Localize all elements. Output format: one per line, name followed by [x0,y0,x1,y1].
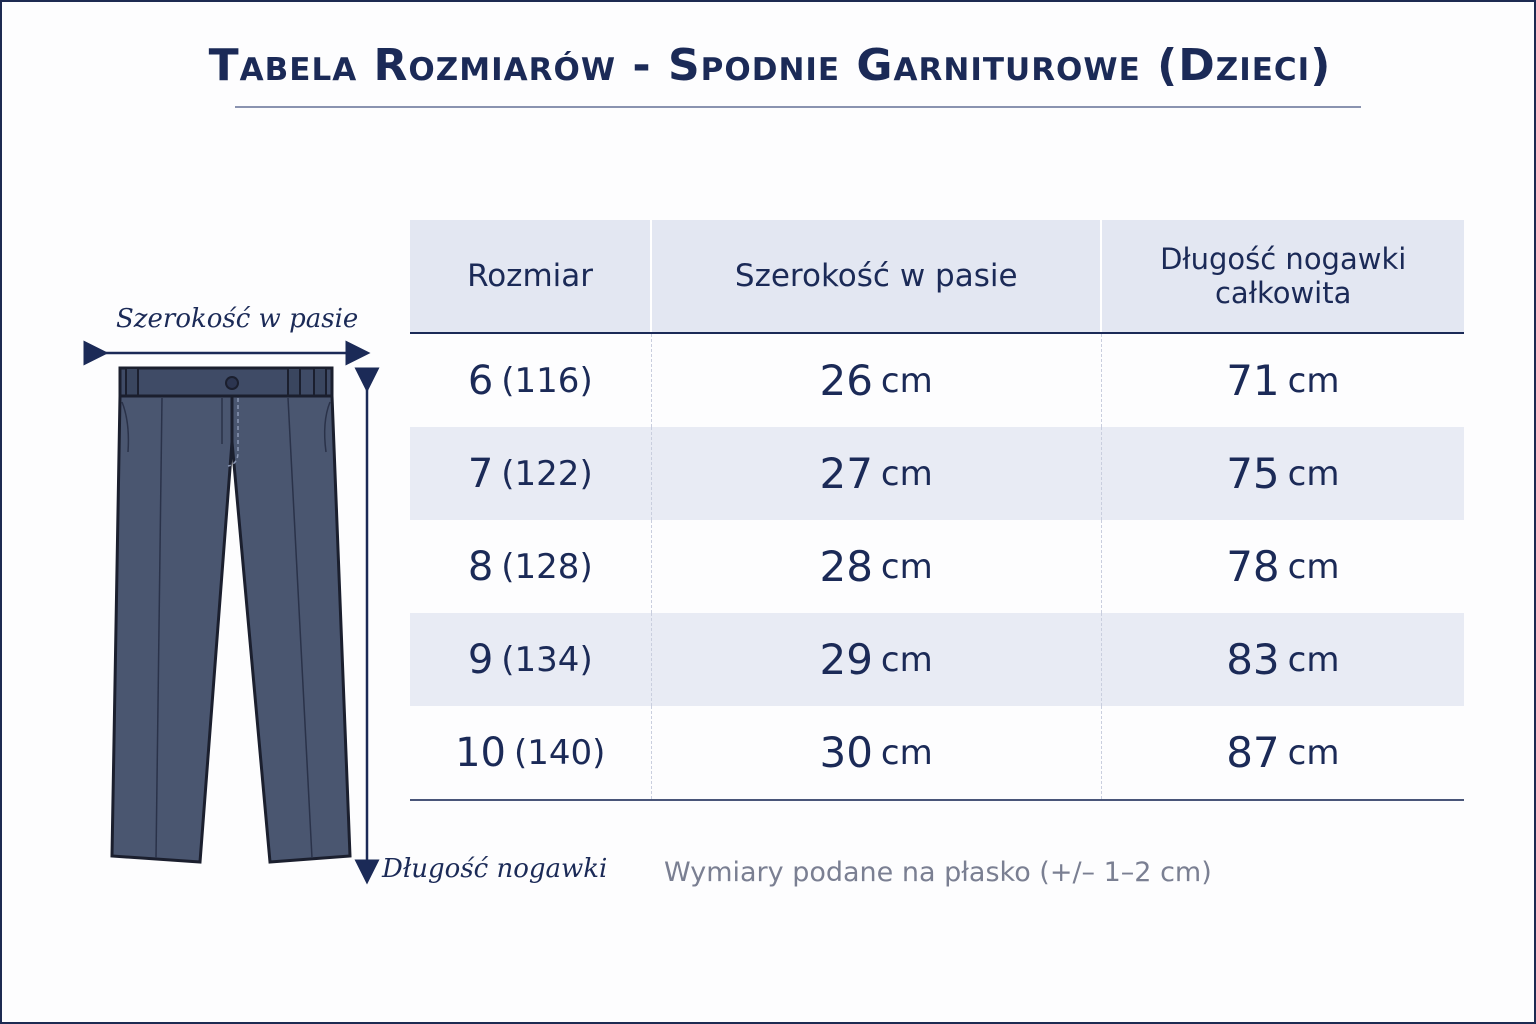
unit: cm [880,360,933,401]
waist-value: 30 [819,728,873,777]
size-height: (140) [514,732,606,773]
unit: cm [880,546,933,587]
unit: cm [1287,360,1340,401]
length-cell [1101,520,1464,613]
pants-left-leg [112,396,232,862]
table-row [410,613,1464,706]
size-cell [410,613,651,706]
size-height: (134) [501,639,593,680]
length-value: 87 [1226,728,1280,777]
length-value: 71 [1226,356,1280,405]
unit: cm [1287,453,1340,494]
unit: cm [1287,546,1340,587]
leg-length-label: Długość nogawki [382,854,608,884]
table-row [410,520,1464,613]
table-row [410,706,1464,799]
table-body [410,334,1464,799]
waist-value: 29 [819,635,873,684]
header-length-line2: całkowita [1214,276,1352,310]
header-length-line1: Długość nogawki [1160,241,1407,276]
unit: cm [1287,639,1340,680]
table-row [410,427,1464,520]
length-value: 75 [1226,449,1280,498]
size-number: 10 [455,729,506,776]
length-value: 78 [1226,542,1280,591]
length-cell [1101,706,1464,799]
unit: cm [880,732,933,773]
waist-value: 28 [819,542,873,591]
size-cell [410,427,651,520]
unit: cm [880,453,933,494]
table-bottom-rule [410,799,1464,801]
length-cell [1101,334,1464,427]
pants-button [226,377,238,389]
waist-cell [651,520,1101,613]
size-cell [410,520,651,613]
waist-value: 27 [819,449,873,498]
size-number: 7 [467,450,494,497]
waist-cell [651,427,1101,520]
length-cell [1101,613,1464,706]
header-waist: Szerokość w pasie [650,220,1100,332]
length-cell [1101,427,1464,520]
header-length [1100,220,1464,332]
waist-cell [651,334,1101,427]
size-number: 9 [467,636,494,683]
waist-cell [651,706,1101,799]
page-title: Tabela Rozmiarów - Spodnie Garniturowe (Dzieci) [208,40,1332,91]
size-table [410,220,1464,801]
size-number: 8 [467,543,494,590]
size-number: 6 [467,357,494,404]
size-cell [410,706,651,799]
length-value: 83 [1226,635,1280,684]
header-size: Rozmiar [467,257,593,294]
measurement-note: Wymiary podane na płasko (+/– 1–2 cm) [664,857,1212,888]
unit: cm [1287,732,1340,773]
title-divider [235,106,1361,108]
size-height: (128) [501,546,593,587]
table-header [410,220,1464,334]
unit: cm [880,639,933,680]
size-height: (116) [501,360,593,401]
waist-measure-label: Szerokość w pasie [116,304,359,334]
size-cell [410,334,651,427]
size-height: (122) [501,453,593,494]
table-row [410,334,1464,427]
waist-value: 26 [819,356,873,405]
waist-cell [651,613,1101,706]
